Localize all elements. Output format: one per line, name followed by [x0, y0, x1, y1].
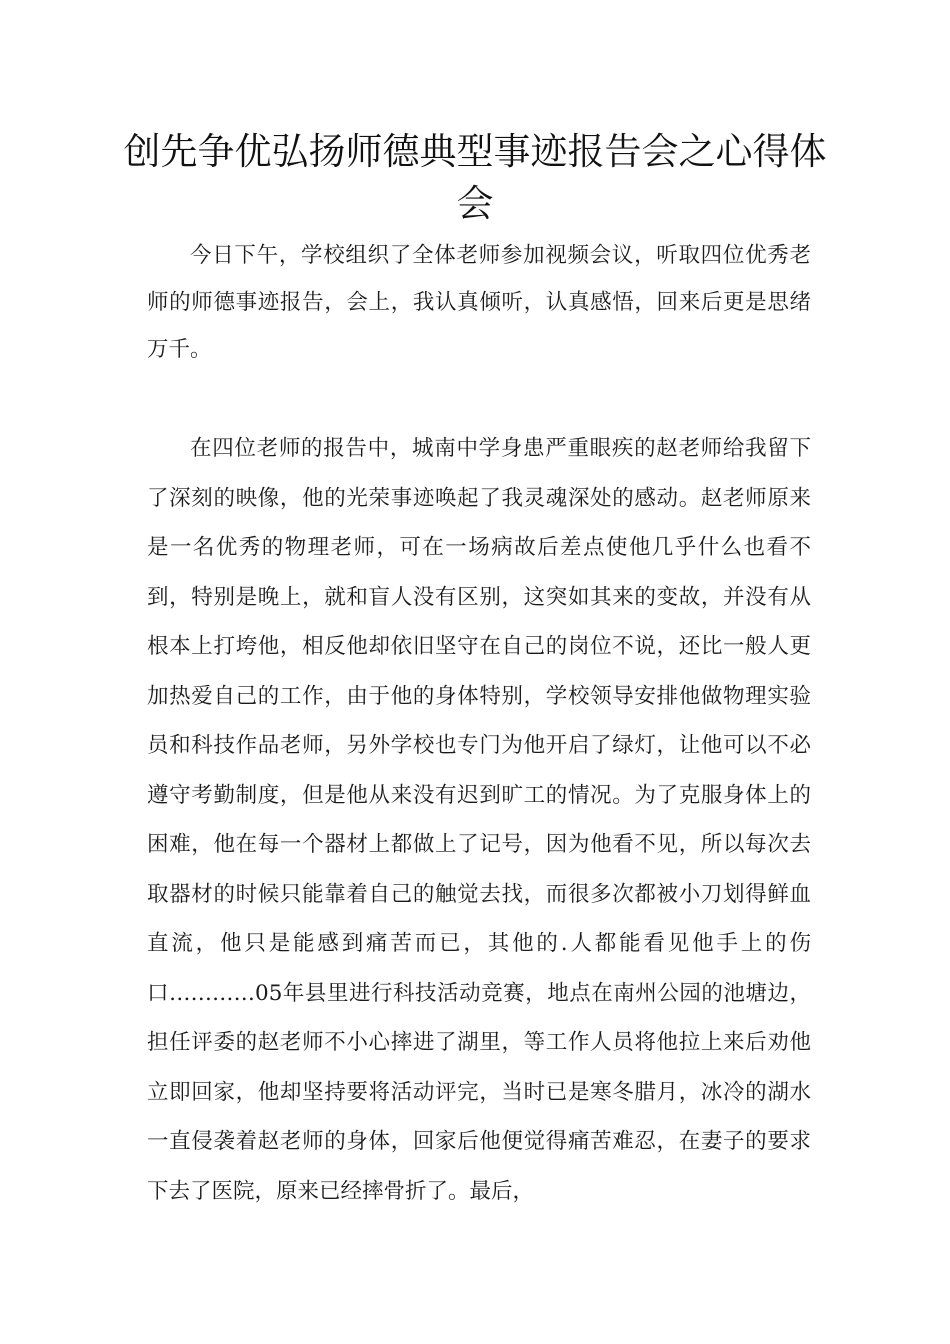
paragraph-intro: 今日下午，学校组织了全体老师参加视频会议，听取四位优秀老师的师德事迹报告，会上，我认真倾听，认真感悟，回来后更是思绪万千。 — [147, 243, 811, 362]
document-title: 创先争优弘扬师德典型事迹报告会之心得体会 — [123, 130, 827, 225]
paragraph-story: 在四位老师的报告中，城南中学身患严重眼疾的赵老师给我留下了深刻的映像，他的光荣事迹唤起了我灵魂深处的感动。赵老师原来是一名优秀的物理老师，可在一场病故后差点使他几乎什么也看不到，特别是晚上，就和盲人没有区别，这突如其来的变故，并没有从根本上打垮他，相反他却依旧坚守在自己的岗位不说，还比一般人更加热爱自己的工作，由于他的身体特别，学校领导安排他做物理实验员和科技作品老师，另外学校也专门为他开启了绿灯，让他可以不必遵守考勤制度，但是他从来没有迟到旷工的情况。为了克服身体上的困难，他在每一个器材上都做上了记号，因为他看不见，所以每次去取器材的时候只能靠着自己的触觉去找，而很多次都被小刀划得鲜血直流，他只是能感到痛苦而已，其他的.人都能看见他手上的伤口…………05年县里进行科技活动竞赛，地点在南州公园的池塘边，担任评委的赵老师不小心摔进了湖里，等工作人员将他拉上来后劝他立即回家，他却坚持要将活动评完，当时已是寒冬腊月，冰冷的湖水一直侵袭着赵老师的身体，回家后他便觉得痛苦难忍，在妻子的要求下去了医院，原来已经摔骨折了。最后， — [147, 436, 811, 1204]
